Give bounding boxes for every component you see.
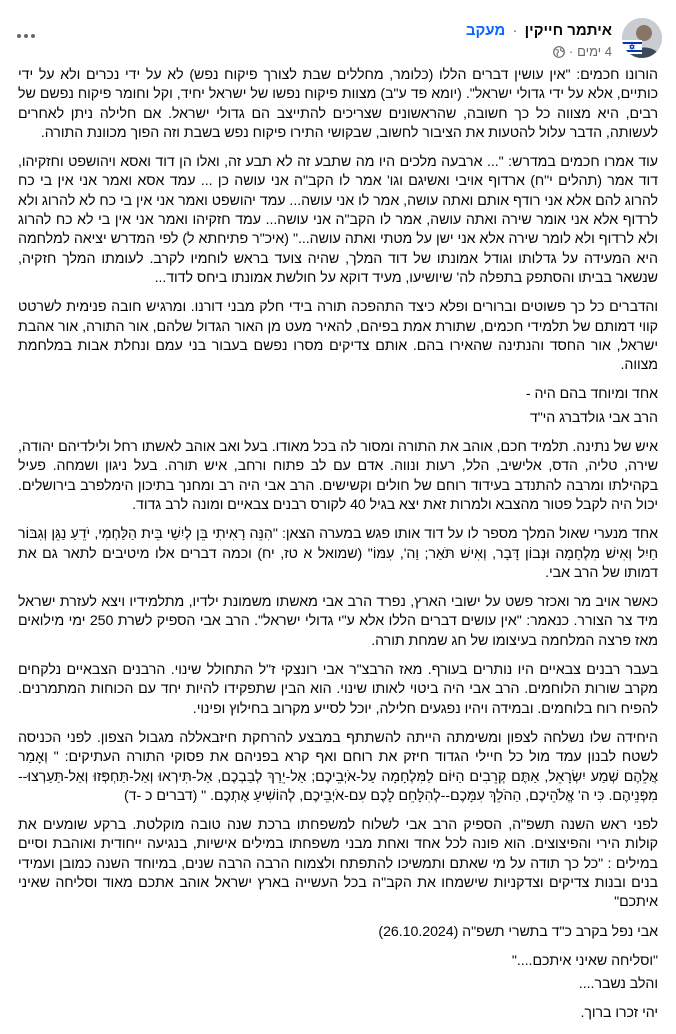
- follow-button[interactable]: מעקב: [465, 22, 506, 39]
- more-options-icon[interactable]: [14, 24, 38, 48]
- post-paragraph: אחד ומיוחד בהם היה -: [525, 386, 658, 403]
- post-paragraph: יהי זכרו ברוך.: [580, 1005, 658, 1022]
- author-avatar[interactable]: [622, 18, 662, 58]
- separator-dot: ·: [512, 22, 518, 39]
- post-paragraph: הרב אבי גולדברג הי"ד: [529, 409, 658, 426]
- post-paragraph: והדברים כל כך פשוטים וברורים ופלא כיצד התהפכה תורה בידי חלק מבני דורנו. ומרגיש חובה פנימית לשרטט קווי דמותם של תלמידי חכמים, שתורת אמת בפיהם, להאיר מעט מן האור הגדול שלהם, אור התורה, אור אהבת ישראל, אור החסד והנתינה שהאירו בהם. אותם צדיקים מסרו נפשם בעבור בני עמם ונחלת אבות במלחמת מצווה.: [18, 299, 658, 374]
- israel-flag-icon: [622, 40, 642, 54]
- post-paragraph: היחידה שלו נשלחה לצפון ומשימתה הייתה להשתתף במבצע להרחקת חיזבאללה מגבול הצפון. לפני הכניסה לשטח לבנון עמד מול כל חיילי הגדוד חיזק את רוחם ואף קרא בפניהם את פסוקי התורה העתיקים: " וְאָמַר אֲלֵהֶם שְׁמַע יִשְׂרָאֵל, אַתֶּם קְרֵבִים הַיּוֹם לַמִּלְחָמָה עַל-אֹיְבֵיכֶם; אַל-יֵרַךְ לְבַבְכֶם, אַל-תִּירְאוּ וְאַל-תַּחְפְּזוּ וְאַל-תַּעַרְצוּ--מִפְּנֵיהֶם. כִּי ה' אֱלֹהֵיכֶם, הַהֹלֵךְ עִמָּכֶם--לְהִלָּחֵם לָכֶם עִם-אֹיְבֵיכֶם, לְהוֹשִׁיעַ אֶתְכֶם. " (דברים כ -ד): [18, 729, 658, 804]
- post-paragraph: והלב נשבר....: [578, 976, 658, 993]
- author-name[interactable]: איתמר חייקין: [524, 22, 612, 39]
- meta-separator: ·: [568, 44, 574, 59]
- post-paragraph: עוד אמרו חכמים במדרש: "... ארבעה מלכים היו מה שתבע זה לא תבע זה, ואלו הן דוד ואסא ויהושפט וחזקיהו, דוד אמר (תהלים י"ח) ארדוף אויבי ואשיגם וגו' אמר לו הקב"ה אני עושה כן ... עמד אסא ואמר אני אין בי כח להרוג להם אלא אני רודף אותם ואתה עושה, אמר לו אני עושה... עמד יהושפט ואמר אני אין בי כח לא להרוג ולא לרדוף אלא אני אומר שירה ואתה עושה, אמר לו הקב"ה אני עושה... עמד חזקיהו ואמר אני אין בי לא כח להרוג ולא לרדוף ולא לומר שירה אלא אני ישן על מטתי ואתה עושה..." (איכ"ר פתיחתא ל) לפי המדרש יציאה למלחמה היא המעידה על גדלותו וגודל אמונתו של דוד המלך, שהיה צועד בראש לוחמיו לקרב. לעומתו המלך חזקיה, שנשאר בביתו והסתפק בתפלה לה' שיושיעו, מעיד דוקא על חולשת אמונתו ביחס לדוד...: [18, 154, 658, 286]
- post-paragraph: הורונו חכמים: "אין עושין דברים הללו (כלומר, מחללים שבת לצורך פיקוח נפש) לא על ידי נכרים ולא על ידי כותיים, אלא על ידי גדולי ישראל". (יומא פד ע"ב) מצוות פיקוח נפשו של ישראל יחיד, וקל וחומר פיקוח נפשם של רבים, היא מצווה כל כך חשובה, שהראשונים שצריכים להתייצב הם גדולי ישראל. אם חלילה ניתן לאחרים לעשותה, הדבר עלול להטעות את הציבור לחשוב, שבקושי התירו פיקוח נפש בשבת וזה הפוך מכוונת התורה.: [18, 67, 658, 141]
- globe-icon[interactable]: [553, 46, 565, 58]
- post-paragraph: אבי נפל בקרב כ"ד בתשרי תשפ"ה (26.10.2024): [378, 923, 658, 940]
- author-line: [466, 22, 612, 39]
- avatar-image: [622, 18, 662, 58]
- post-meta: [553, 44, 612, 59]
- post-paragraph: בעבר רבנים צבאיים היו נותרים בעורף. מאז הרבצ"ר אבי רונצקי ז"ל התחולל שינוי. הרבנים הצבאיים נלקחים מקרב שורות הלוחמים. הרב אבי היה ביטוי לאותו שינוי. הוא הבין שתפקידו להיות יחד עם הכוחות המתמרנים. להפיח רוח בלוחמים. ובמידה ויהיו נפגעים חלילה, יוכל לסייע מקרוב בחילוץ ופינוי.: [18, 662, 658, 717]
- post-paragraph: "וסליחה שאיני איתכם....": [511, 952, 658, 969]
- post-paragraph: לפני ראש השנה תשפ"ה, הספיק הרב אבי לשלוח למשפחתו ברכת שנה טובה מוקלטת. ברקע שומעים את קולות הירי והפיצוצים. הוא פונה לכל אחד ואחת מבני משפחתו במילים אישיות, בנגיעה ייחודית ואוהבת וסיים במילים : "כל כך תודה על מי שאתם ותמשיכו להתפתח ולצמוח הרבה הרבה שנים, במיוחד השנה כמובן ועמידי בנים ובנות צדיקים וצדקניות שישמחו את הקב"ה בכל העשייה בארץ ישראל אוהב אתכם מאוד וסליחה שאיני איתכם": [18, 817, 658, 911]
- post-paragraph: כאשר אויב מר ואכזר פשט על ישובי הארץ, נפרד הרב אבי מאשתו משמונת ילדיו, מתלמידיו ויצא לעזרת ישראל מיד צר הצורר. כנאמר: "אין עושים דברים הללו אלא ע"י גדולי ישראל". הרב אבי הספיק לשרת 250 ימי מילואים מאז פרצה המלחמה בעיצומו של חג שמחת תורה.: [18, 594, 658, 649]
- post-body: [18, 66, 658, 1034]
- post-timestamp[interactable]: 4 ימים: [577, 44, 612, 59]
- post-paragraph: איש של נתינה. תלמיד חכם, אוהב את התורה ומסור לה בכל מאודו. בעל ואב אוהב לאשתו רחל ולילדיהם יהודה, שירה, טליה, הדס, אלישיב, הלל, רעות ונווה. אדם עם לב פתוח ורחב, איש תורה. בעל ניגון ושמחה. פעיל בקהילתו ומרבה להתנדב בעידוד רוחם של חולים וקשישים. הרב אבי היה רב ומחנך בתיכון הימלפרב בירושלים. יכול היה לקבל פטור מהצבא ולמרות זאת יצא בגיל 40 לקורס רבנים צבאיים ומונה לרב גדוד.: [18, 439, 658, 513]
- post-header: [0, 14, 676, 62]
- post-paragraph: אחד מנערי שאול המלך מספר לו על דוד אותו פגש במערה הצאן: "הִנֵּה רָאִיתִי בֵּן לְיִשַׁי בֵּית הַלַּחְמִי, יֹדֵעַ נַגֵּן וְגִבּוֹר חַיִל וְאִישׁ מִלְחָמָה וּנְבוֹן דָּבָר, וְאִישׁ תֹּאַר; וַה', עִמּוֹ" (שמואל א טז, יח) וכמה דברים אלו מיטיבים לתאר גם את דמותו של הרב אבי.: [18, 526, 658, 581]
